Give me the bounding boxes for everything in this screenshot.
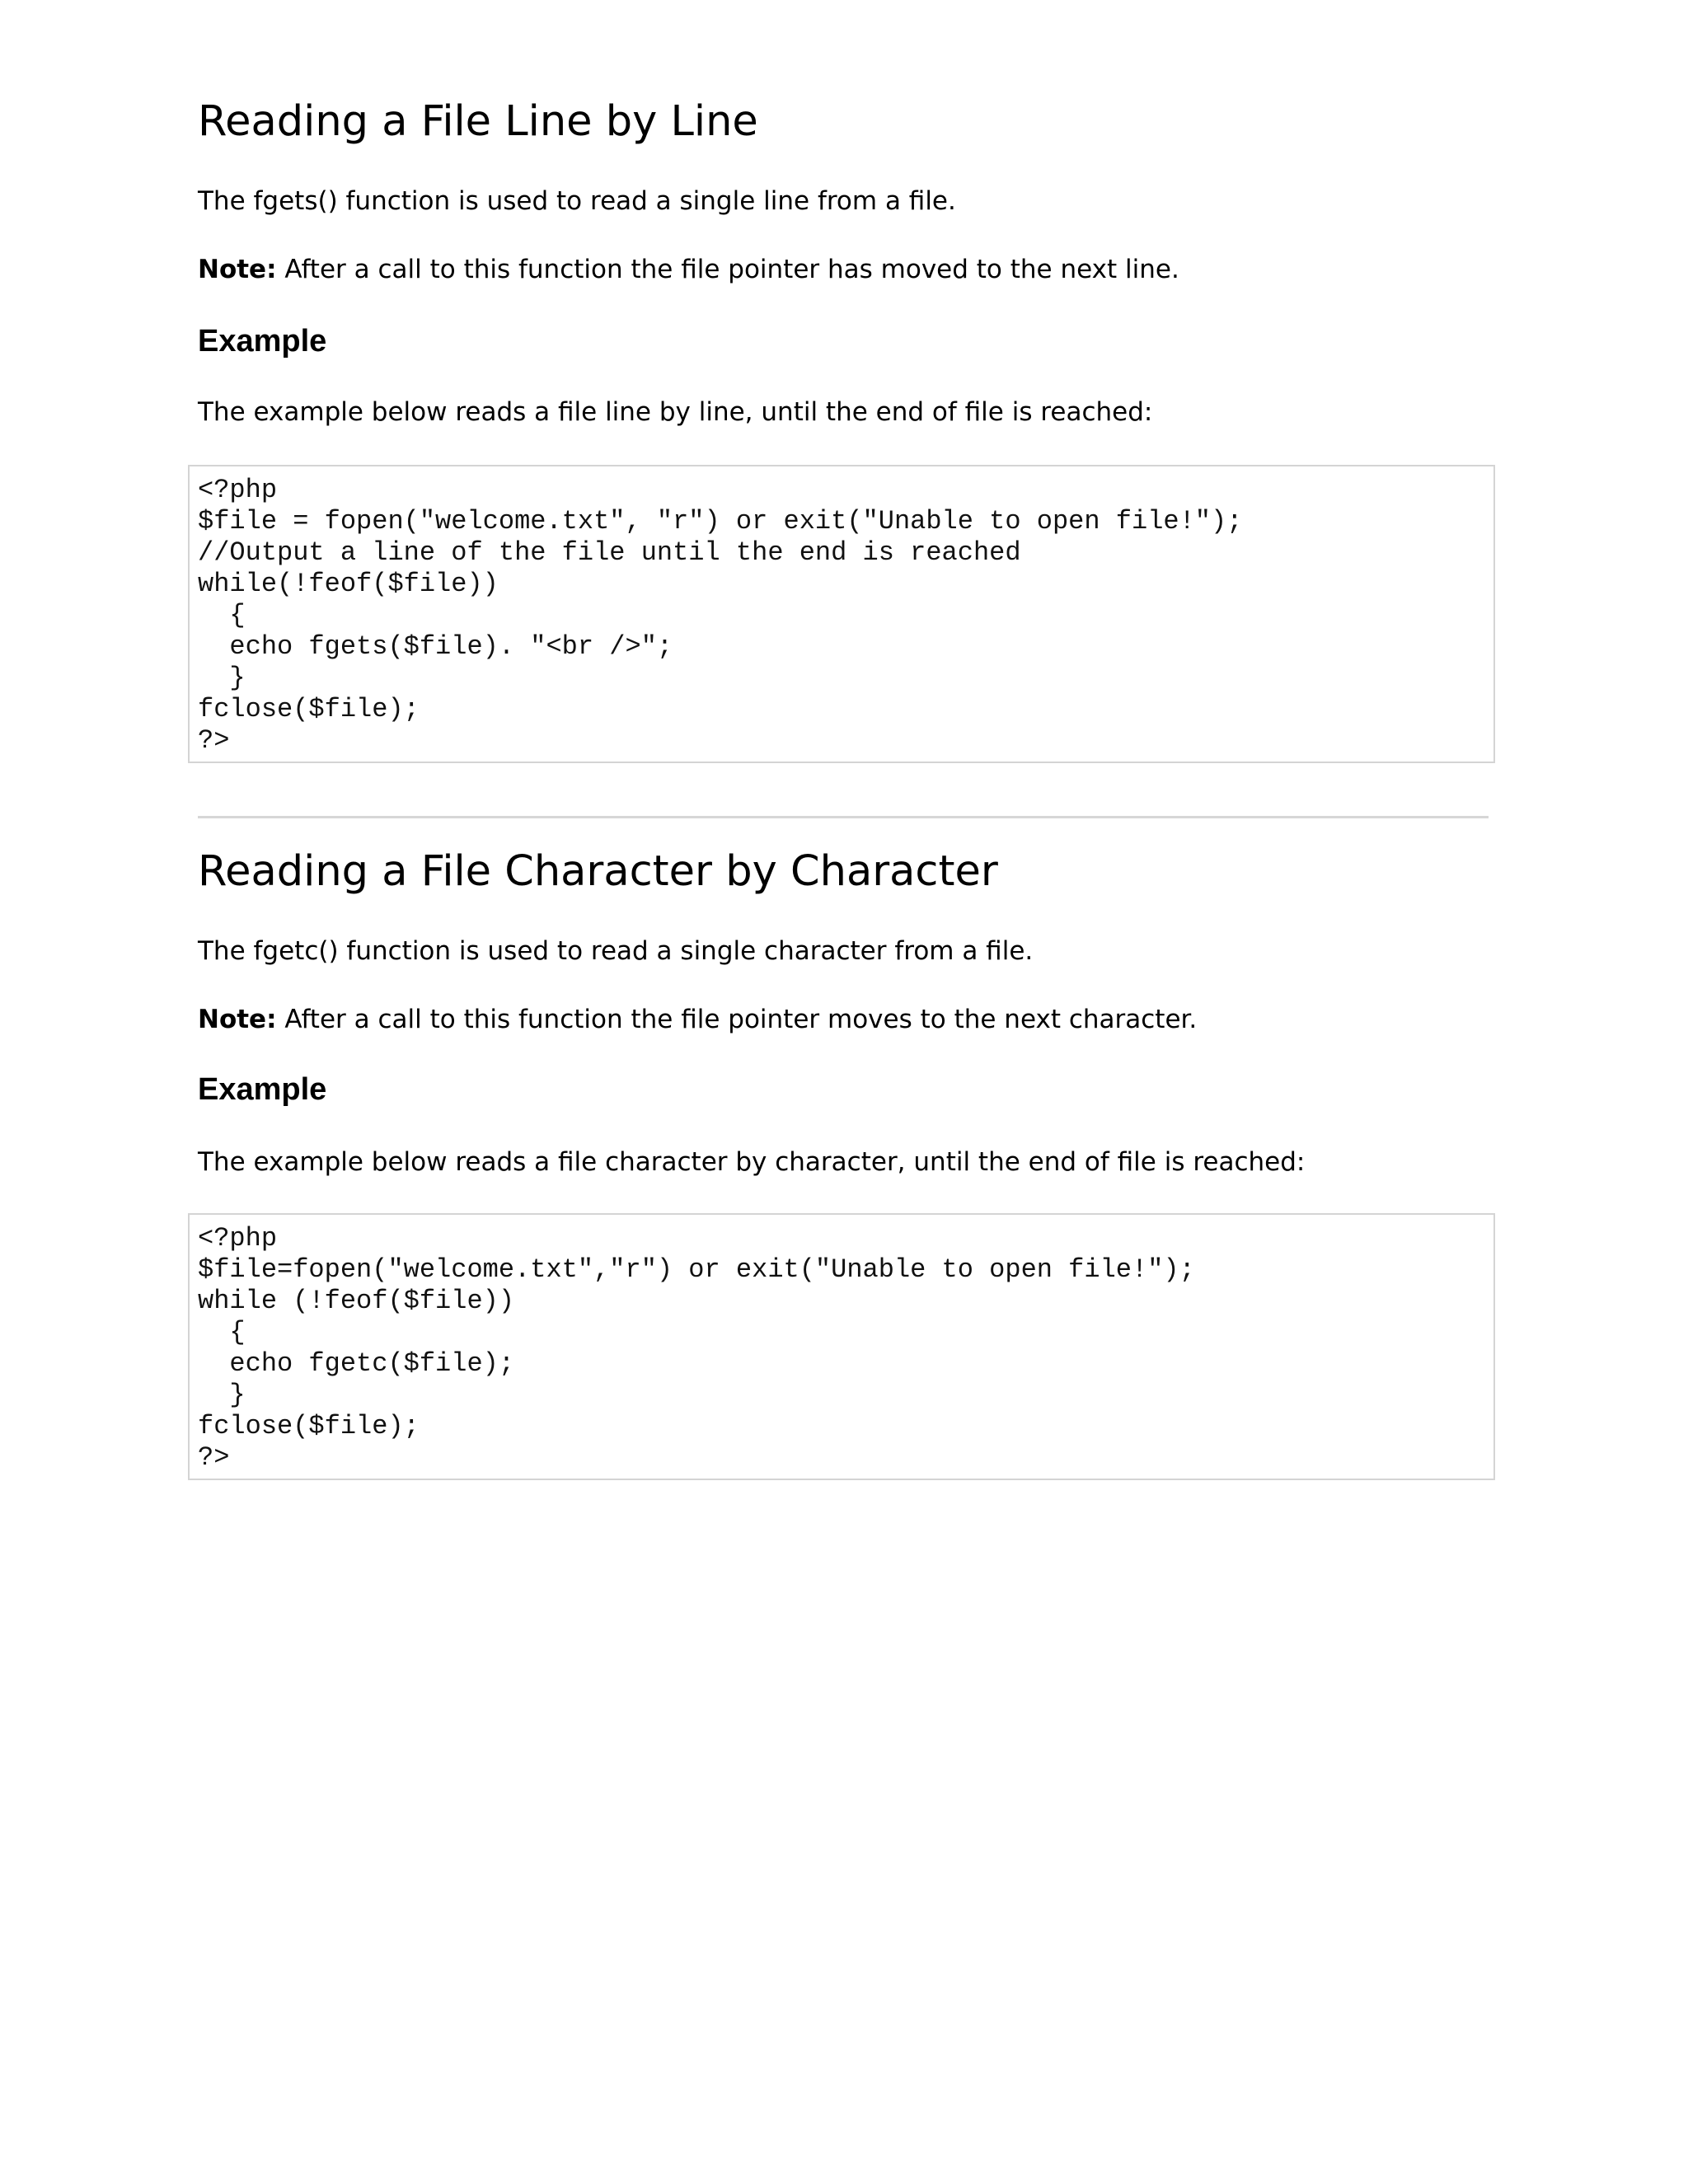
section-divider bbox=[198, 816, 1489, 818]
code-line: while (!feof($file)) bbox=[198, 1286, 515, 1316]
code-line: } bbox=[198, 663, 246, 693]
fgets-note-paragraph bbox=[198, 253, 1179, 286]
code-line: //Output a line of the file until the end is reached bbox=[198, 537, 1021, 568]
section-title-character-by-character: Reading a File Character by Character bbox=[198, 847, 998, 896]
example-heading: Example bbox=[198, 1072, 327, 1107]
code-example-fgets bbox=[188, 465, 1495, 763]
code-line: ?> bbox=[198, 725, 230, 756]
code-line: <?php bbox=[198, 475, 278, 505]
note-text: After a call to this function the file pointer has moved to the next line. bbox=[276, 255, 1179, 284]
code-line: { bbox=[198, 1317, 246, 1347]
example-intro-paragraph: The example below reads a file line by line, until the end of file is reached: bbox=[198, 397, 1153, 427]
example-heading: Example bbox=[198, 324, 327, 359]
code-line: } bbox=[198, 1380, 246, 1410]
fgetc-intro-paragraph: The fgetc() function is used to read a single character from a file. bbox=[198, 936, 1034, 966]
code-line: echo fgetc($file); bbox=[198, 1348, 515, 1379]
note-label: Note: bbox=[198, 1005, 277, 1034]
code-example-fgetc bbox=[188, 1213, 1495, 1480]
note-label: Note: bbox=[198, 255, 277, 284]
code-line: fclose($file); bbox=[198, 694, 420, 724]
code-line: ?> bbox=[198, 1442, 230, 1473]
code-line: while(!feof($file)) bbox=[198, 569, 499, 599]
code-line: { bbox=[198, 600, 246, 630]
code-line: $file = fopen("welcome.txt", "r") or exit("Unable to open file!"); bbox=[198, 506, 1243, 537]
section-title-line-by-line: Reading a File Line by Line bbox=[198, 97, 758, 146]
code-line: echo fgets($file). "<br />"; bbox=[198, 631, 673, 662]
fgets-intro-paragraph: The fgets() function is used to read a single line from a file. bbox=[198, 186, 956, 216]
code-line: fclose($file); bbox=[198, 1411, 420, 1441]
example-intro-paragraph: The example below reads a file character by character, until the end of file is reached: bbox=[198, 1147, 1306, 1177]
code-line: <?php bbox=[198, 1223, 278, 1254]
code-line: $file=fopen("welcome.txt","r") or exit("Unable to open file!"); bbox=[198, 1254, 1195, 1285]
fgetc-note-paragraph bbox=[198, 1003, 1197, 1036]
note-text: After a call to this function the file pointer moves to the next character. bbox=[276, 1005, 1198, 1034]
